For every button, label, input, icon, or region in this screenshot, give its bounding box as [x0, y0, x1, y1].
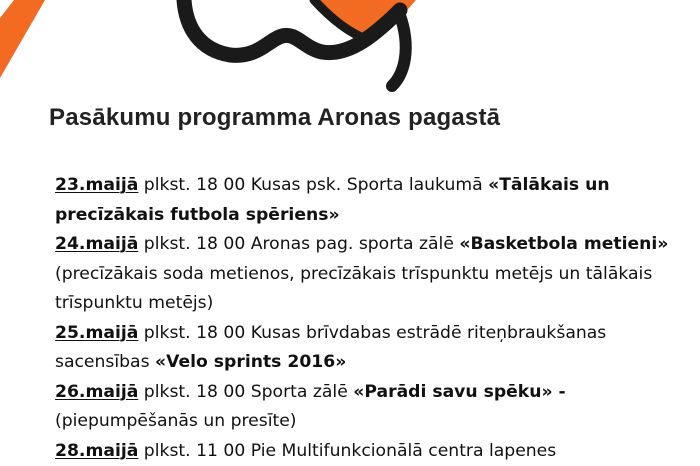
- event-item: [55, 437, 685, 466]
- page-title: Pasākumu programma Aronas pagastā: [49, 104, 500, 132]
- event-name: «Parādi savu spēku» -: [353, 382, 565, 402]
- event-item: [55, 319, 685, 378]
- event-date: 24.maijā: [55, 234, 138, 254]
- event-item: [55, 378, 685, 437]
- orange-triangle-shape: [0, 0, 45, 78]
- event-date: 23.maijā: [55, 175, 138, 195]
- event-date: 25.maijā: [55, 323, 138, 343]
- event-details: plkst. 11 00 Pie Multifunkcionālā centra lapenes: [138, 441, 556, 461]
- event-list: [55, 171, 685, 466]
- event-details: plkst. 18 00 Aronas pag. sporta zālē: [138, 234, 459, 254]
- event-extra: (precīzākais soda metienos, precīzākais trīspunktu metējs un tālākais trīspunktu metējs): [55, 264, 652, 314]
- event-details: plkst. 18 00 Kusas psk. Sporta laukumā: [138, 175, 488, 195]
- event-extra: (piepumpēšanās un presīte): [55, 411, 297, 431]
- event-name: «Basketbola metieni»: [459, 234, 668, 254]
- event-item: [55, 230, 685, 319]
- event-name: «Velo sprints 2016»: [155, 352, 346, 372]
- event-date: 28.maijā: [55, 441, 138, 461]
- event-details: plkst. 18 00 Sporta zālē: [138, 382, 353, 402]
- event-details: plkst. 18 00 Kusas brīvdabas estrādē riteņbraukšanas sacensības: [55, 323, 606, 373]
- runner-logo: [184, 0, 416, 86]
- event-item: [55, 171, 685, 230]
- event-date: 26.maijā: [55, 382, 138, 402]
- event-name: «Tālākais un precīzākais futbola spēriens»: [55, 175, 610, 225]
- decorative-graphics: [0, 0, 700, 110]
